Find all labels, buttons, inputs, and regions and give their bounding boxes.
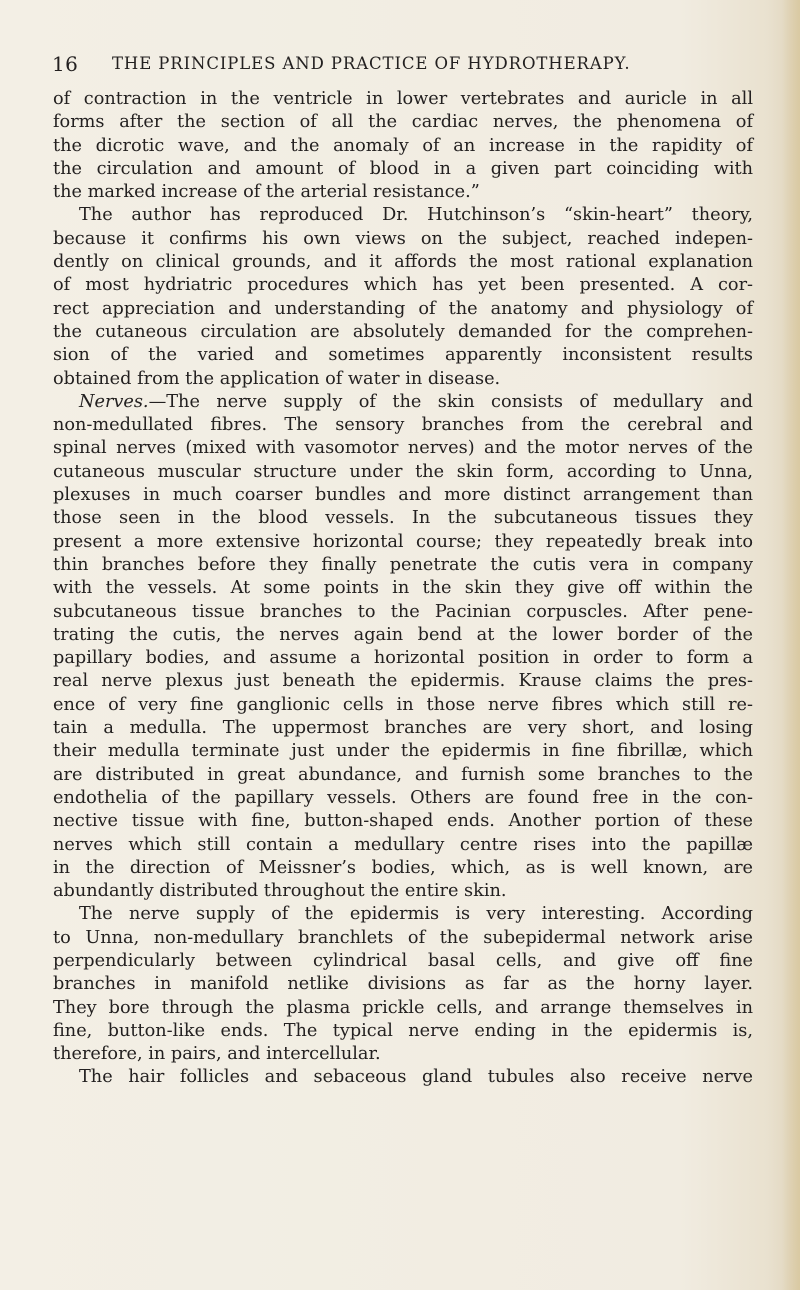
nerves-paragraph-start — [53, 391, 753, 414]
text-line: to Unna, non-medullary branchlets of the subepidermal network arise — [53, 927, 753, 948]
text-line: non-medullated fibres. The sensory branches from the cerebral and — [53, 415, 753, 436]
text-line: in the direction of Meissner’s bodies, which, as is well known, are — [53, 857, 753, 878]
text-line: The author has reproduced Dr. Hutchinson’s “skin-heart” theory, — [79, 205, 753, 226]
text-line: plexuses in much coarser bundles and more distinct arrangement than — [53, 485, 753, 506]
page-number: 16 — [52, 52, 79, 76]
text-line: endothelia of the papillary vessels. Others are found free in the con- — [53, 787, 753, 808]
text-line: therefore, in pairs, and intercellular. — [53, 1044, 381, 1065]
text-line: rect appreciation and understanding of the anatomy and physiology of — [53, 298, 753, 319]
text-line: of contraction in the ventricle in lower vertebrates and auricle in all — [53, 89, 753, 109]
text-line: the dicrotic wave, and the anomaly of an increase in the rapidity of — [53, 135, 753, 156]
text-line: real nerve plexus just beneath the epidermis. Krause claims the pres- — [53, 671, 753, 692]
text-line: of most hydriatric procedures which has yet been presented. A cor- — [53, 275, 753, 296]
text-line: are distributed in great abundance, and furnish some branches to the — [53, 764, 753, 785]
text-line: papillary bodies, and assume a horizontal position in order to form a — [53, 648, 753, 669]
running-header — [52, 52, 752, 80]
text-line: tain a medulla. The uppermost branches are very short, and losing — [53, 718, 753, 739]
body-text — [53, 88, 753, 1090]
text-line: cutaneous muscular structure under the skin form, according to Unna, — [53, 461, 753, 482]
page-edge-shadow — [782, 0, 800, 1290]
text-line: because it confirms his own views on the subject, reached indepen- — [53, 228, 753, 249]
text-line: ence of very fine ganglionic cells in those nerve fibres which still re- — [53, 694, 753, 715]
text-line: dently on clinical grounds, and it affords the most rational explanation — [53, 252, 753, 273]
text-line: the marked increase of the arterial resistance.” — [53, 182, 480, 203]
text-line: obtained from the application of water in disease. — [53, 368, 501, 389]
text-line: The nerve supply of the epidermis is very interesting. According — [79, 904, 753, 925]
text-line: those seen in the blood vessels. In the subcutaneous tissues they — [53, 508, 753, 529]
text-line: the circulation and amount of blood in a given part coinciding with — [53, 158, 753, 179]
section-heading-nerves: Nerves. — [79, 391, 149, 412]
text-line: trating the cutis, the nerves again bend at the lower border of the — [53, 624, 753, 645]
running-title: THE PRINCIPLES AND PRACTICE OF HYDROTHERAPY. — [112, 54, 631, 73]
text-line: branches in manifold netlike divisions as far as the horny layer. — [53, 974, 753, 995]
text-line: fine, button-like ends. The typical nerve ending in the epidermis is, — [53, 1020, 753, 1041]
text-line: They bore through the plasma prickle cells, and arrange themselves in — [53, 997, 753, 1018]
text-line: thin branches before they finally penetrate the cutis vera in company — [53, 554, 753, 575]
text-line: present a more extensive horizontal course; they repeatedly break into — [53, 531, 753, 552]
text-line: the cutaneous circulation are absolutely demanded for the comprehen- — [53, 321, 753, 342]
text-line: —The nerve supply of the skin consists of medullary and — [148, 391, 753, 412]
text-line: their medulla terminate just under the epidermis in fine fibrillæ, which — [53, 741, 753, 762]
text-line: abundantly distributed throughout the entire skin. — [53, 881, 507, 902]
text-line: The hair follicles and sebaceous gland tubules also receive nerve — [79, 1067, 753, 1088]
text-line: spinal nerves (mixed with vasomotor nerves) and the motor nerves of the — [53, 438, 753, 459]
text-line: forms after the section of all the cardiac nerves, the phenomena of — [53, 112, 753, 133]
text-line: perpendicularly between cylindrical basal cells, and give off fine — [53, 950, 753, 971]
text-line: nective tissue with fine, button-shaped ends. Another portion of these — [53, 811, 753, 832]
text-line: nerves which still contain a medullary centre rises into the papillæ — [53, 834, 753, 855]
text-line: with the vessels. At some points in the skin they give off within the — [53, 578, 753, 599]
text-line: subcutaneous tissue branches to the Pacinian corpuscles. After pene- — [53, 601, 753, 622]
text-line: sion of the varied and sometimes apparently inconsistent results — [53, 345, 753, 366]
